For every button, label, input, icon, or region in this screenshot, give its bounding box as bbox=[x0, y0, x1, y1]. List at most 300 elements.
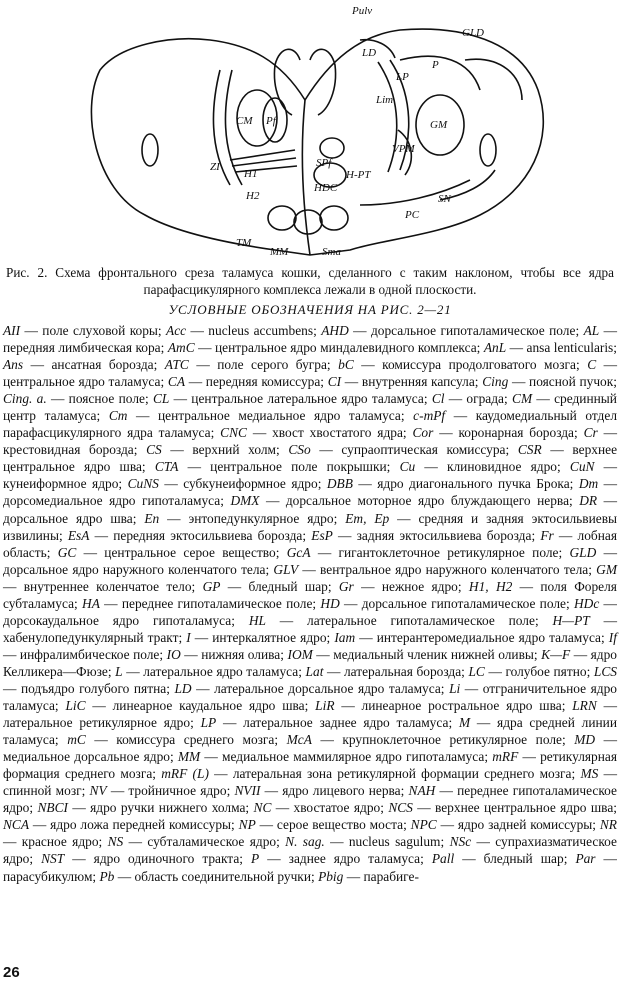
legend-abbreviation: mRF (L) bbox=[161, 766, 209, 782]
figure-label: CM bbox=[236, 115, 253, 127]
legend-abbreviation: NCS bbox=[388, 800, 413, 816]
legend-definition: дорсальное гипоталамическое поле bbox=[361, 595, 566, 611]
legend-entry: IO — нижняя олива; bbox=[166, 646, 288, 662]
legend-definition: ядро задней комиссуры bbox=[457, 817, 593, 833]
legend-definition: переднее гипоталамическое поле bbox=[121, 595, 313, 611]
legend-abbreviation: DMX bbox=[230, 493, 260, 509]
legend-definition: ядро одиночного тракта bbox=[93, 851, 240, 867]
legend-abbreviation: Em, Ep bbox=[345, 510, 390, 526]
legend-entry: Em, Ep — средняя и задняя эктосильвиевы извилины; bbox=[3, 510, 618, 543]
legend-entry: Cor — коронарная борозда; bbox=[412, 425, 584, 441]
legend-definition: внутренняя капсула bbox=[361, 374, 475, 390]
legend-definition: субталамическое ядро bbox=[147, 834, 277, 850]
legend-entry: ATC — поле серого бугра; bbox=[164, 357, 339, 373]
legend-abbreviation: C bbox=[587, 357, 597, 373]
legend-abbreviation: CL bbox=[152, 391, 170, 407]
legend-definition: передняя комиссура bbox=[205, 374, 321, 390]
legend-entry: mRF — ретикулярная формация среднего мозга; bbox=[3, 749, 617, 782]
legend-entry: AII — поле слуховой коры; bbox=[3, 323, 167, 338]
legend-entry: NSc — супрахиазматическое ядро; bbox=[3, 834, 617, 867]
legend-definition: ансатная борозда bbox=[51, 357, 154, 373]
legend-entry: Lat — латеральная борозда; bbox=[305, 663, 469, 679]
figure-label: H-PT bbox=[346, 169, 371, 181]
legend-entry: Pb — область соединительной ручки; bbox=[99, 868, 319, 884]
legend-definition: nucleus accumbens bbox=[208, 323, 314, 338]
legend-definition: переднее гипоталамическое ядро bbox=[3, 783, 617, 816]
legend-abbreviation: GcA bbox=[286, 544, 311, 560]
legend-entry: LC — голубое пятно; bbox=[468, 663, 594, 679]
legend-entry: NC — хвостатое ядро; bbox=[253, 800, 389, 816]
legend-abbreviation: K—F bbox=[541, 646, 571, 662]
legend-abbreviation: NR bbox=[599, 817, 617, 833]
legend-entry: P — заднее ядро таламуса; bbox=[251, 851, 432, 867]
legend-abbreviation: L bbox=[115, 663, 123, 679]
legend-definition: нижняя олива bbox=[201, 646, 281, 662]
legend-entry: LiR — линеарное ростральное ядро шва; bbox=[315, 698, 573, 714]
legend-abbreviation: CS bbox=[146, 442, 162, 458]
legend-entry: L — латеральное ядро таламуса; bbox=[115, 663, 306, 679]
legend-definition: дорсальное моторное ядро блуждающего нерва bbox=[285, 493, 570, 509]
legend-definition: хвостатое ядро bbox=[293, 800, 381, 816]
legend-definition: парабиге- bbox=[363, 868, 419, 884]
legend-entry: DBB — ядро диагонального пучка Брока; bbox=[326, 476, 579, 492]
legend-entry: CI — внутренняя капсула; bbox=[327, 374, 483, 390]
figure-label: Pulv bbox=[352, 5, 373, 17]
legend-entry: Cl — ограда; bbox=[431, 391, 513, 407]
legend-definition: латеральное ядро таламуса bbox=[143, 663, 299, 679]
legend-definition: латеральное заднее ядро таламуса bbox=[243, 715, 449, 731]
legend-definition: центральное ядро таламуса bbox=[3, 374, 161, 390]
legend-definition: ядро лицевого нерва bbox=[282, 783, 401, 799]
legend-definition: вентральное ядро наружного коленчатого тела bbox=[320, 561, 589, 577]
legend-abbreviation: Fr bbox=[540, 527, 554, 543]
legend-entry: H—PT — хабенулопедункулярный тракт; bbox=[3, 612, 617, 645]
figure-label: GM bbox=[430, 119, 448, 131]
page-number: 26 bbox=[3, 964, 20, 981]
legend-abbreviation: DBB bbox=[326, 476, 353, 492]
figure-label: Lim bbox=[376, 94, 394, 106]
legend-definition: передняя эктосильвиева борозда bbox=[113, 527, 303, 543]
legend-definition: латеральная борозда bbox=[343, 663, 462, 679]
legend-abbreviation: CTA bbox=[154, 459, 179, 475]
legend-definition: красное ядро bbox=[21, 834, 99, 850]
legend-entry: If — инфралимбическое поле; bbox=[3, 629, 617, 662]
legend-definition: ретикулярная формация среднего мозга bbox=[3, 749, 617, 782]
legend-entry: Gr — нежное ядро; bbox=[338, 578, 469, 594]
legend-definition: ядро ручки нижнего холма bbox=[90, 800, 246, 816]
legend-entry: C — центральное ядро таламуса; bbox=[3, 357, 617, 390]
legend-abbreviation: CSo bbox=[288, 442, 311, 458]
legend-definition: серое вещество моста bbox=[276, 817, 404, 833]
legend-abbreviation: NS bbox=[107, 834, 124, 850]
legend-definition: ядро ложа передней комиссуры bbox=[50, 817, 232, 833]
legend-abbreviation: H1, H2 bbox=[468, 578, 513, 594]
legend-entry: NCS — верхнее центральное ядро шва; bbox=[388, 800, 617, 816]
legend-entry: CM — срединный центр таламуса; bbox=[3, 391, 617, 424]
legend-entry: HL — латеральное гипоталамическое поле; bbox=[248, 612, 553, 628]
legend-definition: ядро диагонального пучка Брока bbox=[377, 476, 570, 492]
legend-definition: центральное серое вещество bbox=[104, 544, 276, 560]
legend-abbreviation: mRF bbox=[492, 749, 519, 765]
legend-abbreviation: LD bbox=[174, 680, 192, 696]
legend-abbreviation: CNC bbox=[220, 425, 247, 441]
legend-definition: супраоптическая комиссура bbox=[341, 442, 506, 458]
legend-abbreviation: En bbox=[144, 510, 160, 526]
legend-definition: nucleus sagulum bbox=[348, 834, 441, 850]
legend-entry: En — энтопедункулярное ядро; bbox=[144, 510, 346, 526]
legend-entry: Fr — лобная область; bbox=[3, 527, 617, 560]
legend-definition: бледный шар bbox=[483, 851, 564, 867]
legend-abbreviation: Cing. a. bbox=[3, 391, 47, 407]
legend-abbreviation: c-mPf bbox=[413, 408, 446, 424]
legend-entry: Acc — nucleus accumbens; bbox=[166, 323, 322, 338]
legend-entry: I — интеркалятное ядро; bbox=[186, 629, 335, 645]
legend-definition: хвост хвостатого ядра bbox=[272, 425, 403, 441]
legend-entry: CL — центральное латеральное ядро таламуса; bbox=[152, 391, 432, 407]
legend-definition: медиальное дорсальное ядро bbox=[3, 749, 170, 765]
legend-definition: дорсокаудальное ядро гипоталамуса bbox=[3, 612, 232, 628]
legend-definition: инфралимбическое поле bbox=[19, 646, 160, 662]
legend-entry: mC — комиссура среднего мозга; bbox=[67, 732, 287, 748]
legend-entry: AnL — ansa lenticularis; bbox=[483, 340, 618, 356]
legend-definition: супрахиазматическое ядро bbox=[3, 834, 617, 867]
thalamus-section-figure bbox=[60, 0, 560, 262]
legend-definition: центральное поле покрышки bbox=[210, 459, 387, 475]
legend-entry: GP — бледный шар; bbox=[202, 578, 339, 594]
legend-abbreviation: HL bbox=[248, 612, 266, 628]
legend-entry: Par — парасубикулюм; bbox=[3, 851, 617, 884]
legend-abbreviation: Cu bbox=[399, 459, 416, 475]
legend-heading: УСЛОВНЫЕ ОБОЗНАЧЕНИЯ НА РИС. 2—21 bbox=[168, 302, 452, 317]
legend-abbreviation: N. sag. bbox=[285, 834, 325, 850]
legend-entry: CuNS — субкунеиформное ядро; bbox=[127, 476, 327, 492]
legend-entry: Cu — клиновидное ядро; bbox=[399, 459, 570, 475]
figure-label: Pf bbox=[266, 115, 276, 127]
legend-definition: верхний холм bbox=[192, 442, 276, 458]
legend-entry: AHD — дорсальное гипоталамическое поле; bbox=[321, 323, 584, 338]
legend-definition: крестовидная борозда bbox=[3, 442, 134, 458]
legend-entry: GLV — вентральное ядро наружного коленчатого тела; bbox=[273, 561, 597, 577]
legend-abbreviation: Cm bbox=[108, 408, 128, 424]
legend-entry: GcA — гигантоклеточное ретикулярное поле; bbox=[286, 544, 570, 560]
legend-definition: хабенулопедункулярный тракт bbox=[3, 629, 179, 645]
legend-entry: NR — красное ядро; bbox=[3, 817, 617, 850]
legend-entry: IOM — медиальный членик нижней оливы; bbox=[287, 646, 542, 662]
legend-abbreviation: I bbox=[186, 629, 191, 645]
legend-entry: HDc — дорсокаудальное ядро гипоталамуса; bbox=[3, 595, 617, 628]
legend-entry: CTA — центральное поле покрышки; bbox=[154, 459, 400, 475]
legend-entry: N. sag. — nucleus sagulum; bbox=[285, 834, 450, 850]
legend-abbreviation: ATC bbox=[164, 357, 189, 373]
legend-entry: NVII — ядро лицевого нерва; bbox=[234, 783, 409, 799]
legend-entry: NS — субталамическое ядро; bbox=[107, 834, 286, 850]
legend-abbreviation: DR bbox=[579, 493, 598, 509]
legend-abbreviation: LiR bbox=[315, 698, 335, 714]
legend-definition: лобная область bbox=[3, 527, 617, 560]
legend-abbreviation: Pbig bbox=[318, 868, 344, 884]
legend-abbreviation: M bbox=[458, 715, 471, 731]
legend-abbreviation: P bbox=[251, 851, 260, 867]
legend-abbreviation: AnL bbox=[483, 340, 507, 356]
legend-entry: K—F — ядро Келликера—Фюзе; bbox=[3, 646, 617, 679]
legend-abbreviation: Li bbox=[449, 680, 461, 696]
legend-entry: MD — медиальное дорсальное ядро; bbox=[3, 732, 617, 765]
legend-abbreviation: MD bbox=[574, 732, 596, 748]
legend-definition: бледный шар bbox=[248, 578, 328, 594]
legend-abbreviation: NV bbox=[89, 783, 107, 799]
legend-abbreviation: Pall bbox=[431, 851, 455, 867]
legend-entry: DR — дорсальное ядро шва; bbox=[3, 493, 617, 526]
legend-abbreviation: MS bbox=[580, 766, 599, 782]
legend-definition: подъядро голубого пятна bbox=[20, 680, 167, 696]
legend-abbreviation: AmC bbox=[167, 340, 195, 356]
legend-abbreviation: NAH bbox=[408, 783, 436, 799]
legend-abbreviation: Cing bbox=[482, 374, 509, 390]
legend-abbreviation: CuN bbox=[569, 459, 595, 475]
legend-entry: CSR — верхнее центральное ядро шва; bbox=[3, 442, 618, 475]
legend-entry: LiC — линеарное каудальное ядро шва; bbox=[65, 698, 316, 714]
legend-abbreviation: LC bbox=[468, 663, 485, 679]
legend-abbreviation: LCS bbox=[593, 663, 617, 679]
legend-entry: HA — переднее гипоталамическое поле; bbox=[82, 595, 321, 611]
legend-definition: поля Фореля субталамуса bbox=[3, 578, 617, 611]
legend-definition: поле слуховой коры bbox=[42, 323, 158, 338]
legend-definition: заднее ядро таламуса bbox=[288, 851, 421, 867]
legend-entry: M — ядра средней линии таламуса; bbox=[3, 715, 618, 748]
legend-abbreviation: GC bbox=[57, 544, 77, 560]
legend-definition: латеральное дорсальное ядро таламуса bbox=[214, 680, 441, 696]
figure-label: P bbox=[432, 59, 439, 71]
legend-abbreviation: NCA bbox=[3, 817, 30, 833]
legend-definition: ядра средней линии таламуса bbox=[3, 715, 618, 748]
legend-entry: EsP — задняя эктосильвиева борозда; bbox=[311, 527, 541, 543]
legend-definition: центральное ядро миндалевидного комплекса bbox=[214, 340, 477, 356]
legend-definition: медиальное маммилярное ядро гипоталамуса bbox=[222, 749, 485, 765]
legend-abbreviation: MM bbox=[177, 749, 201, 765]
legend-abbreviation: LiC bbox=[65, 698, 86, 714]
legend-definition: центральное медиальное ядро таламуса bbox=[157, 408, 401, 424]
legend-entry: Ans — ансатная борозда; bbox=[3, 357, 165, 373]
legend-definition: тройничное ядро bbox=[128, 783, 227, 799]
legend-definition: передняя лимбическая кора bbox=[3, 340, 161, 356]
figure-label: MM bbox=[270, 246, 289, 258]
legend-abbreviation: NVII bbox=[234, 783, 261, 799]
legend-definition: энтопедункулярное ядро bbox=[188, 510, 334, 526]
figure-label: LD bbox=[362, 47, 377, 59]
legend-definition: срединный центр таламуса bbox=[3, 391, 617, 424]
legend-definition: верхнее центральное ядро шва bbox=[3, 442, 618, 475]
legend-abbreviation: AHD bbox=[321, 323, 349, 338]
legend-definition: верхнее центральное ядро шва bbox=[434, 800, 614, 816]
legend-abbreviation: Pb bbox=[99, 868, 115, 884]
legend-entry: LP — латеральное заднее ядро таламуса; bbox=[200, 715, 459, 731]
legend-entry: McA — крупноклеточное ретикулярное поле; bbox=[286, 732, 575, 748]
legend-entry: NST — ядро одиночного тракта; bbox=[41, 851, 252, 867]
legend-abbreviation: Gr bbox=[338, 578, 354, 594]
legend-entry: Dm — дорсомедиальное ядро гипоталамуса; bbox=[3, 476, 618, 509]
legend-entry: NBCI — ядро ручки нижнего холма; bbox=[37, 800, 254, 816]
legend-abbreviation: EsA bbox=[67, 527, 90, 543]
legend-abbreviation: Par bbox=[575, 851, 596, 867]
legend-abbreviation: AII bbox=[3, 323, 21, 338]
figure-label: Sma bbox=[322, 246, 341, 258]
legend-definition: дорсомедиальное ядро гипоталамуса bbox=[3, 493, 221, 509]
figure-label: TM bbox=[236, 237, 252, 249]
legend-entry: AL — передняя лимбическая кора; bbox=[3, 323, 617, 356]
legend-definition: нежное ядро bbox=[381, 578, 458, 594]
legend-definition: дорсальное ядро шва bbox=[3, 510, 133, 526]
legend-entry: CuN — кунеиформное ядро; bbox=[3, 459, 618, 492]
legend-definition: область соединительной ручки bbox=[134, 868, 311, 884]
legend-abbreviation: Dm bbox=[578, 476, 599, 492]
legend-definition: поле серого бугра bbox=[217, 357, 327, 373]
legend-definition: отграничительное ядро таламуса bbox=[3, 680, 617, 714]
legend-abbreviation: EsP bbox=[311, 527, 333, 543]
legend-entry: EsA — передняя эктосильвиева борозда; bbox=[67, 527, 312, 543]
legend-entry: c-mPf — каудомедиальный отдел парафасцикулярного ядра таламуса; bbox=[3, 408, 618, 441]
legend-abbreviation: Acc bbox=[166, 323, 187, 338]
legend-abbreviation: McA bbox=[286, 732, 312, 748]
legend-abbreviation: bC bbox=[338, 357, 354, 373]
legend-entry: CA — передняя комиссура; bbox=[167, 374, 328, 390]
legend-entry: LCS — подъядро голубого пятна; bbox=[3, 663, 617, 696]
legend-abbreviation: CSR bbox=[517, 442, 542, 458]
legend-abbreviation: NST bbox=[41, 851, 65, 867]
figure-label: H2 bbox=[246, 190, 260, 202]
legend-abbreviation: LP bbox=[200, 715, 217, 731]
legend-entry: Cing — поясной пучок; bbox=[482, 374, 617, 390]
legend-definition: линеарное каудальное ядро шва bbox=[112, 698, 305, 714]
legend-entry: Pall — бледный шар; bbox=[431, 851, 576, 867]
legend-definition: ядро Келликера—Фюзе bbox=[3, 646, 617, 679]
legend-abbreviation: GM bbox=[596, 561, 617, 577]
brain-section-drawing bbox=[60, 0, 560, 262]
legend-definition: центральное латеральное ядро таламуса bbox=[191, 391, 424, 407]
legend-entry: LRN — латеральное ретикулярное ядро; bbox=[3, 698, 618, 731]
legend-definition: субкунеиформное ядро bbox=[183, 476, 318, 492]
figure-label: GLD bbox=[462, 27, 485, 39]
legend-abbreviation: GP bbox=[202, 578, 221, 594]
legend-abbreviation: Cr bbox=[583, 425, 598, 441]
legend-definition: спинной мозг bbox=[3, 783, 82, 799]
legend-abbreviation: AL bbox=[583, 323, 600, 338]
legend-entry: bC — комиссура продолговатого мозга; bbox=[338, 357, 588, 373]
legend-abbreviation: NPC bbox=[410, 817, 437, 833]
legend-definition: задняя эктосильвиева борозда bbox=[356, 527, 532, 543]
legend-abbreviation: HA bbox=[82, 595, 100, 611]
legend-entry: CNC — хвост хвостатого ядра; bbox=[220, 425, 413, 441]
legend-definition: ограда bbox=[466, 391, 505, 407]
legend-definition: интеркалятное ядро bbox=[212, 629, 327, 645]
figure-label: H1 bbox=[244, 168, 258, 180]
legend-definition: латеральная зона ретикулярной формации среднего мозга bbox=[232, 766, 572, 782]
legend-entry: LD — латеральное дорсальное ядро таламуса; bbox=[174, 680, 450, 696]
legend-definition: интерантеромедиальное ядро таламуса bbox=[376, 629, 601, 645]
legend-definition: каудомедиальный отдел парафасцикулярного ядра таламуса bbox=[3, 408, 618, 441]
legend-entry: CS — верхний холм; bbox=[146, 442, 289, 458]
legend-definition: средняя и задняя эктосильвиевы извилины bbox=[3, 510, 618, 543]
legend-definition: внутреннее коленчатое тело bbox=[23, 578, 192, 594]
legend-entry: Cing. a. — поясное поле; bbox=[3, 391, 153, 407]
legend-definition: комиссура среднего мозга bbox=[116, 732, 275, 748]
legend-entry: Cm — центральное медиальное ядро таламуса; bbox=[108, 408, 414, 424]
legend-abbreviation: Iam bbox=[334, 629, 356, 645]
legend-abbreviation: NSc bbox=[449, 834, 472, 850]
legend-definition: латеральное гипоталамическое поле bbox=[307, 612, 535, 628]
legend-abbreviation: NP bbox=[238, 817, 256, 833]
legend-definition: комиссура продолговатого мозга bbox=[382, 357, 576, 373]
legend-abbreviation: CuNS bbox=[127, 476, 159, 492]
figure-label: VPM bbox=[392, 143, 415, 155]
figure-label: HDC bbox=[314, 182, 338, 194]
legend-definition: парасубикулюм bbox=[3, 868, 93, 884]
legend-abbreviation: CI bbox=[327, 374, 342, 390]
legend-abbreviation: Ans bbox=[3, 357, 24, 373]
legend-entry: Li — отграничительное ядро таламуса; bbox=[3, 680, 617, 714]
legend-entry: NCA — ядро ложа передней комиссуры; bbox=[3, 817, 239, 833]
figure-label: ZI bbox=[210, 161, 220, 173]
legend-definition: голубое пятно bbox=[505, 663, 587, 679]
legend-entry: Pbig — парабиге- bbox=[318, 868, 419, 884]
legend-definition: поясное поле bbox=[68, 391, 145, 407]
legend-abbreviation: GLD bbox=[569, 544, 597, 560]
legend-entry: MM — медиальное маммилярное ядро гипоталамуса; bbox=[177, 749, 493, 765]
legend-entry: GLD — дорсальное ядро наружного коленчатого тела; bbox=[3, 544, 617, 577]
figure-label: SPf bbox=[316, 157, 332, 169]
legend-abbreviation: CA bbox=[167, 374, 186, 390]
legend-abbreviation: HDc bbox=[573, 595, 600, 611]
legend-entry: CSo — супраоптическая комиссура; bbox=[288, 442, 518, 458]
figure-label: SN bbox=[438, 193, 451, 205]
figure-caption: Рис. 2. Схема фронтального среза таламуса кошки, сделанного с таким наклоном, чтобы все ядра парафасцикулярного комплекса лежали в одной плоскости. bbox=[6, 265, 614, 297]
legend-definition: гигантоклеточное ретикулярное поле bbox=[338, 544, 559, 560]
legend-definition: коронарная борозда bbox=[458, 425, 574, 441]
legend-entry: NP — серое вещество моста; bbox=[238, 817, 411, 833]
legend-definition: кунеиформное ядро bbox=[3, 476, 119, 492]
legend-abbreviation: mC bbox=[67, 732, 86, 748]
figure-label: PC bbox=[405, 209, 420, 221]
legend-entry: H1, H2 — поля Фореля субталамуса; bbox=[3, 578, 617, 611]
legend-definition: ansa lenticularis bbox=[526, 340, 614, 356]
legend-abbreviation: Cl bbox=[431, 391, 445, 407]
legend-entry: GC — центральное серое вещество; bbox=[57, 544, 287, 560]
legend-entry: NV — тройничное ядро; bbox=[89, 783, 235, 799]
legend-abbreviation: IO bbox=[166, 646, 181, 662]
legend-definition: дорсальное гипоталамическое поле bbox=[370, 323, 576, 338]
legend-entry: GM — внутреннее коленчатое тело; bbox=[3, 561, 617, 594]
legend-entry: HD — дорсальное гипоталамическое поле; bbox=[320, 595, 574, 611]
figure-label: LP bbox=[396, 71, 409, 83]
legend-definition: крупноклеточное ретикулярное поле bbox=[342, 732, 562, 748]
legend-entry: Cr — крестовидная борозда; bbox=[3, 425, 617, 458]
legend-entry: NAH — переднее гипоталамическое ядро; bbox=[3, 783, 617, 816]
legend-abbreviation: IOM bbox=[287, 646, 313, 662]
legend-entry: mRF (L) — латеральная зона ретикулярной формации среднего мозга; bbox=[161, 766, 581, 782]
legend-abbreviation: NC bbox=[253, 800, 272, 816]
legend-definition: дорсальное ядро наружного коленчатого тела bbox=[3, 561, 266, 577]
legend-abbreviation: If bbox=[608, 629, 617, 645]
legend-definition: латеральное ретикулярное ядро bbox=[3, 715, 191, 731]
legend-entry: DMX — дорсальное моторное ядро блуждающего нерва; bbox=[230, 493, 580, 509]
legend-definition: поясной пучок bbox=[529, 374, 614, 390]
legend-abbreviation: H—PT bbox=[552, 612, 590, 628]
legend-entry: Iam — интерантеромедиальное ядро таламуса; bbox=[334, 629, 609, 645]
legend-entry: AmC — центральное ядро миндалевидного комплекса; bbox=[167, 340, 484, 356]
legend-definition: линеарное ростральное ядро шва bbox=[361, 698, 562, 714]
legend-definition: клиновидное ядро bbox=[446, 459, 557, 475]
legend-abbreviation: LRN bbox=[572, 698, 597, 714]
legend-abbreviation: Lat bbox=[305, 663, 324, 679]
